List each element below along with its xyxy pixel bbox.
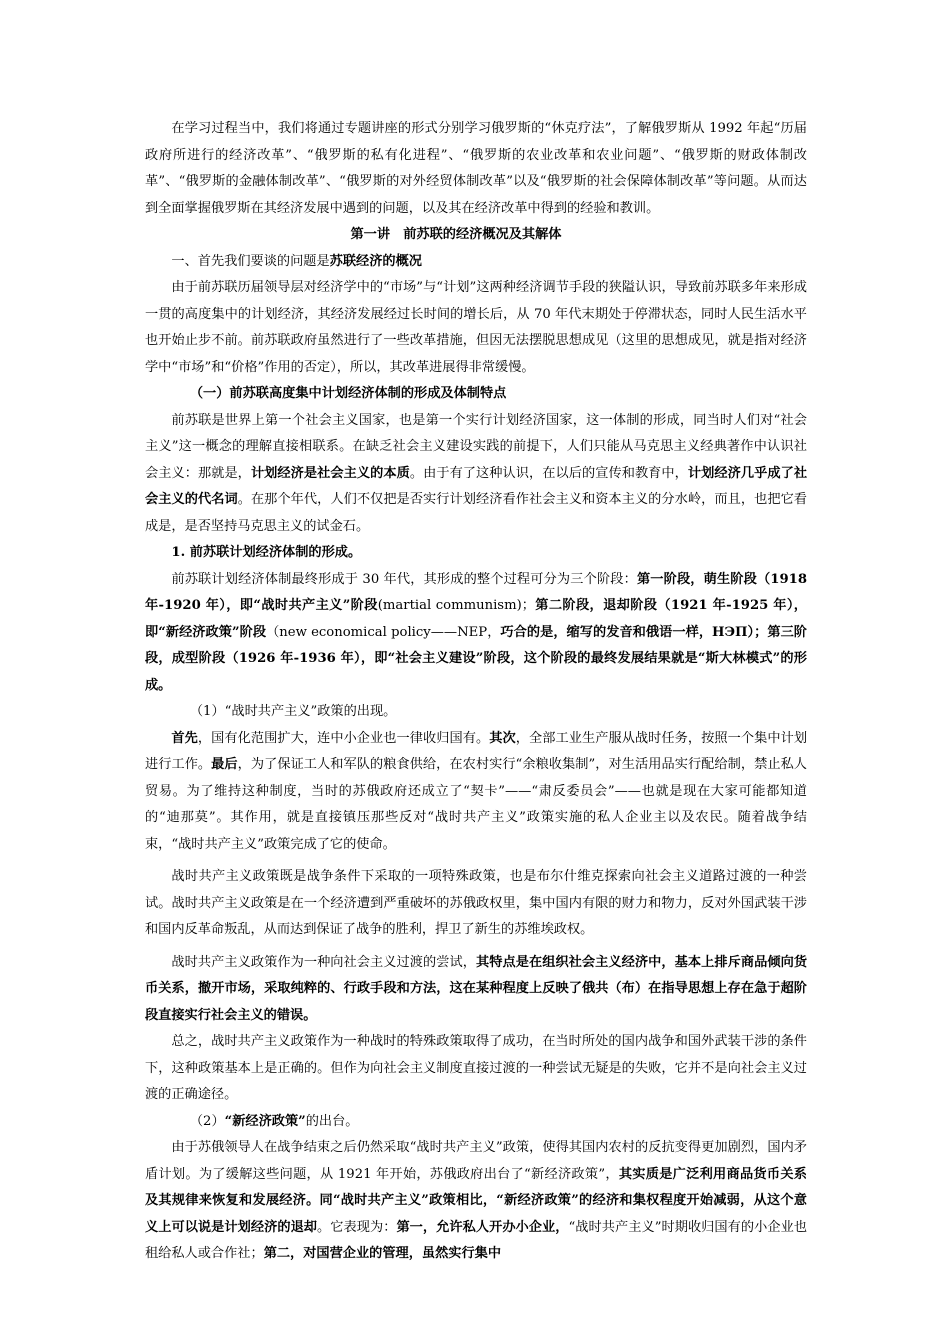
text-run: 的出台。 — [305, 1113, 359, 1129]
part-2-paragraph-1 — [145, 1135, 807, 1268]
bold-run: 其特点是在组织社会主义经济中，基本上排斥商品倾向货币关系，撤开市场，采取纯粹的、行政手段和方法，这在某种程度上反映了俄共（布）在指导思想上存在急于超阶段直接实行社会主义的错误。 — [145, 954, 808, 1023]
part-1-paragraph-2: 战时共产主义政策既是战争条件下采取的一项特殊政策，也是布尔什维克探索向社会主义道路过渡的一种尝试。战时共产主义政策是在一个经济遭到严重破坏的苏俄政权里，集中国内有限的财力和物力，反对外国武装干涉和国内反革命叛乱，从而达到保证了战争的胜利，捍卫了新生的苏维埃政权。 — [145, 869, 807, 937]
intro-paragraph: 在学习过程当中，我们将通过专题讲座的形式分别学习俄罗斯的“休克疗法”，了解俄罗斯从 1992 年起“历届政府所进行的经济改革”、“俄罗斯的私有化进程”、“俄罗斯的农业改革和农业问题”、“俄罗斯的财政体制改革”、“俄罗斯的金融体制改革”、“俄罗斯的对外经贸体制改革”以及“俄罗斯的社会保障体制改革”等问题。从而达到全面掌握俄罗斯在其经济发展中遇到的问题，以及其在经济改革中得到的经验和教训。 — [145, 121, 807, 216]
bold-run: 第二，对国营企业的管理，虽然实行集中 — [263, 1246, 502, 1261]
bold-run: 首先 — [171, 730, 198, 746]
subsection-1-heading: （一）前苏联高度集中计划经济体制的形成及体制特点 — [189, 386, 507, 401]
part-1-heading: （1）“战时共产主义”政策的出现。 — [189, 704, 397, 719]
bold-run: 其次 — [489, 730, 516, 746]
point-1-paragraph — [145, 567, 807, 700]
bold-run: 其实质是广泛利用商品货币关系及其规律来恢复和发展经济。同“战时共产主义”政策相比，“新经济政策”的经济和集权程度开始减弱，从这个意义上可以说是计划经济的退却 — [145, 1166, 807, 1235]
bold-run: 计划经济是社会主义的本质 — [250, 465, 410, 481]
text-run: （2） — [189, 1113, 225, 1129]
text-run: 前苏联计划经济体制最终形成于 30 年代，其形成的整个过程可分为三个阶段： — [171, 571, 637, 587]
lecture-title: 第一讲 前苏联的经济概况及其解体 — [350, 227, 562, 242]
section-1-paragraph: 由于前苏联历届领导层对经济学中的“市场”与“计划”这两种经济调节手段的狭隘认识，导致前苏联多年来形成一贯的高度集中的计划经济，其经济发展经过长时间的增长后，从 70 年代末期处于停滞状态，同时人民生活水平也开始止步不前。前苏联政府虽然进行了一些改革措施，但因无法摆脱思想成见（这里的思想成见，就是指对经济学中“市场”和“价格”作用的否定），所以，其改革进展得非常缓慢。 — [145, 280, 807, 375]
text-run: ，全部工业生产服从战时任务，按照一个集中计划进行工作。 — [145, 730, 808, 772]
text-run: ，国有化范围扩大，连中小企业也一律收归国有。 — [197, 730, 490, 746]
point-1-heading: 1. 前苏联计划经济体制的形成。 — [171, 545, 362, 560]
text-run: 。它表现为： — [317, 1219, 397, 1235]
bold-run: 计划经济几乎成了社会主义的代名词 — [145, 465, 808, 507]
text-run: 。由于有了这种认识，在以后的宣传和教育中， — [409, 465, 688, 481]
text-run: 前苏联是世界上第一个社会主义国家，也是第一个实行计划经济国家，这一体制的形成，同当时人们对“社会主义”这一概念的理解直接相联系。在缺乏社会主义建设实践的前提下，人们只能从马克思主义经典著作中认识社会主义：那就是， — [145, 412, 807, 481]
bold-run: 第一阶段，萌生阶段（1918 年-1920 年），即“战时共产主义”阶段 — [145, 571, 807, 613]
bold-run: 第一，允许私人开办小企业， — [396, 1219, 569, 1235]
text-run: (martial communism)； — [377, 598, 535, 613]
section-1-heading-lead: 一、首先我们要谈的问题是 — [171, 253, 330, 269]
bold-run: 最后 — [211, 757, 238, 772]
text-run: “战时共产主义”时期收归国有的小企业也租给私人或合作社； — [145, 1219, 808, 1261]
part-1-paragraph-3 — [145, 950, 807, 1030]
text-run: 。在那个年代，人们不仅把是否实行计划经济看作社会主义和资本主义的分水岭，而且，也把它看成是，是否坚持马克思主义的试金石。 — [145, 492, 807, 534]
part-2-heading — [145, 1109, 807, 1136]
bold-run: 第二阶段，退却阶段（1921 年-1925 年），即“新经济政策”阶段 — [145, 598, 807, 640]
text-run: （new economical policy——NEP， — [266, 624, 501, 640]
document-body — [145, 116, 807, 1268]
text-run: ，为了保证工人和军队的粮食供给，在农村实行“余粮收集制”，对生活用品实行配给制，禁止私人贸易。为了维持这种制度，当时的苏俄政府还成立了“契卡”——“肃反委员会”——也就是现在大家可能都知道的“迪那莫”。其作用，就是直接镇压那些反对“战时共产主义”政策实施的私人企业主以及农民。随着战争结束，“战时共产主义”政策完成了它的使命。 — [145, 757, 807, 852]
bold-run: 巧合的是，缩写的发音和俄语一样，НЭП）； — [500, 624, 768, 640]
text-run: 战时共产主义政策作为一种向社会主义过渡的尝试， — [171, 954, 476, 970]
subsection-1-paragraph — [145, 408, 807, 541]
text-run: 由于苏俄领导人在战争结束之后仍然采取“战时共产主义”政策，使得其国内农村的反抗变得更加剧烈，国内矛盾计划。为了缓解这些问题，从 1921 年开始，苏俄政府出台了“新经济政策”， — [145, 1140, 807, 1182]
bold-run: 第三阶段，成型阶段（1926 年-1936 年），即“社会主义建设”阶段，这个阶段的最终发展结果就是“斯大林模式”的形成。 — [145, 624, 807, 693]
section-1-heading — [145, 249, 807, 276]
section-1-heading-bold: 苏联经济的概况 — [329, 253, 422, 269]
part-1-paragraph-4: 总之，战时共产主义政策作为一种战时的特殊政策取得了成功，在当时所处的国内战争和国外武装干涉的条件下，这种政策基本上是正确的。但作为向社会主义制度直接过渡的一种尝试无疑是的失败，它并不是向社会主义过渡的正确途径。 — [145, 1034, 807, 1102]
bold-run: “新经济政策” — [224, 1113, 306, 1129]
part-1-paragraph-1 — [145, 726, 807, 859]
